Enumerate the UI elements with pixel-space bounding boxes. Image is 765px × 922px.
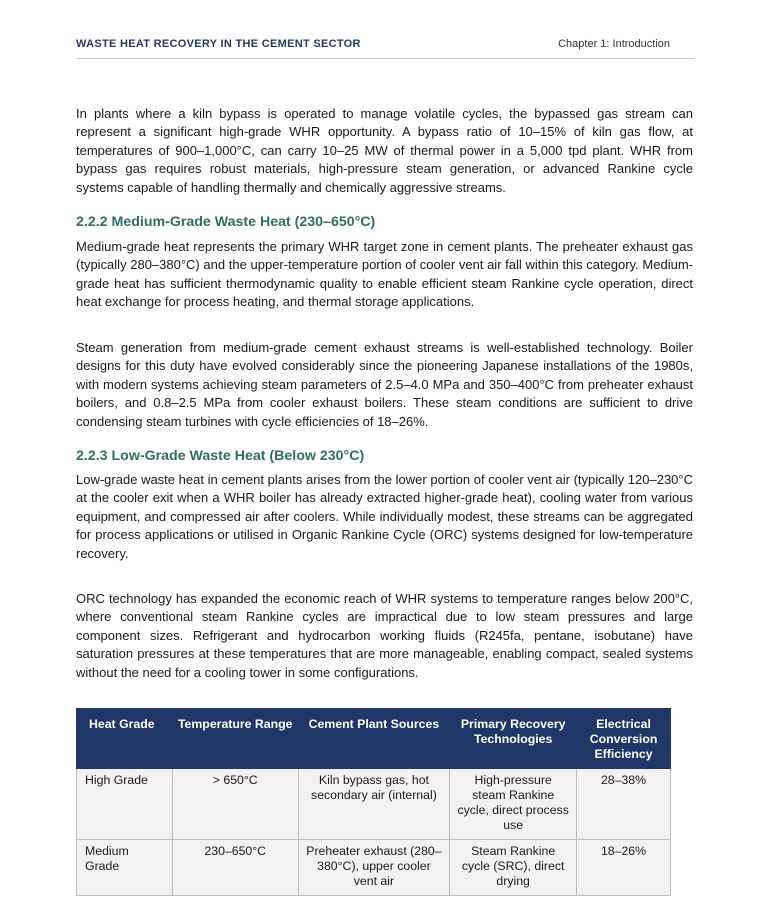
section-heading-medium-grade: 2.2.2 Medium-Grade Waste Heat (230–650°C) [76, 214, 376, 230]
table-cell: Steam Rankine cycle (SRC), direct drying [450, 840, 577, 896]
paragraph-orc-technology: ORC technology has expanded the economic reach of WHR systems to temperature ranges below 200°C, where conventional steam Rankine cycles are impractical due to low steam pressures and large component sizes. Refrigerant and hydrocarbon working fluids (R245fa, pentane, isobutane) have saturation pressures at these temperatures that are more manageable, enabling compact, sealed systems without the need for a cooling tower in some configurations. [76, 591, 693, 680]
heat-grade-table [76, 708, 671, 896]
table-row [77, 769, 671, 840]
table-header-row [77, 709, 671, 769]
table-cell: Medium Grade [77, 840, 173, 896]
table-cell: High-pressure steam Rankine cycle, direct process use [450, 769, 577, 840]
table-cell: High Grade [77, 769, 173, 840]
table-cell: Kiln bypass gas, hot secondary air (internal) [298, 769, 450, 840]
chapter-label: Chapter 1: Introduction [558, 38, 670, 50]
table-cell: > 650°C [172, 769, 298, 840]
column-header: Cement Plant Sources [298, 709, 450, 769]
column-header: Electrical Conversion Efficiency [577, 709, 671, 769]
table-cell: 230–650°C [172, 840, 298, 896]
paragraph-low-grade: Low-grade waste heat in cement plants arises from the lower portion of cooler vent air (typically 120–230°C at the cooler exit when a WHR boiler has already extracted higher-grade heat), cooling water from various equipment, and compressed air after coolers. While individually modest, these streams can be aggregated for process applications or utilised in Organic Rankine Cycle (ORC) systems designed for low-temperature recovery. [76, 472, 693, 561]
document-title: WASTE HEAT RECOVERY IN THE CEMENT SECTOR [76, 38, 361, 50]
column-header: Heat Grade [77, 709, 173, 769]
table-cell: 28–38% [577, 769, 671, 840]
section-heading-low-grade: 2.2.3 Low-Grade Waste Heat (Below 230°C) [76, 448, 365, 464]
column-header: Temperature Range [172, 709, 298, 769]
running-header [76, 38, 695, 59]
table-cell: Preheater exhaust (280–380°C), upper cooler vent air [298, 840, 450, 896]
paragraph-kiln-bypass: In plants where a kiln bypass is operated to manage volatile cycles, the bypassed gas stream can represent a significant high-grade WHR opportunity. A bypass ratio of 10–15% of kiln gas flow, at temperatures of 900–1,000°C, can carry 10–25 MW of thermal power in a 5,000 tpd plant. WHR from bypass gas requires robust materials, high-pressure steam generation, or advanced Rankine cycle systems capable of handling thermally and chemically aggressive streams. [76, 106, 693, 195]
table-row [77, 840, 671, 896]
column-header: Primary Recovery Technologies [450, 709, 577, 769]
paragraph-steam-generation: Steam generation from medium-grade cement exhaust streams is well-established technology. Boiler designs for this duty have evolved considerably since the pioneering Japanese installations of the 1980s, with modern systems achieving steam parameters of 2.5–4.0 MPa and 350–400°C from preheater exhaust boilers, and 0.8–2.5 MPa from cooler exhaust boilers. These steam conditions are sufficient to drive condensing steam turbines with cycle efficiencies of 18–26%. [76, 340, 693, 429]
paragraph-medium-grade: Medium-grade heat represents the primary WHR target zone in cement plants. The preheater exhaust gas (typically 280–380°C) and the upper-temperature portion of cooler vent air fall within this category. Medium-grade heat has sufficient thermodynamic quality to enable efficient steam Rankine cycle operation, direct heat exchange for process heating, and thermal storage applications. [76, 239, 693, 310]
table-cell: 18–26% [577, 840, 671, 896]
